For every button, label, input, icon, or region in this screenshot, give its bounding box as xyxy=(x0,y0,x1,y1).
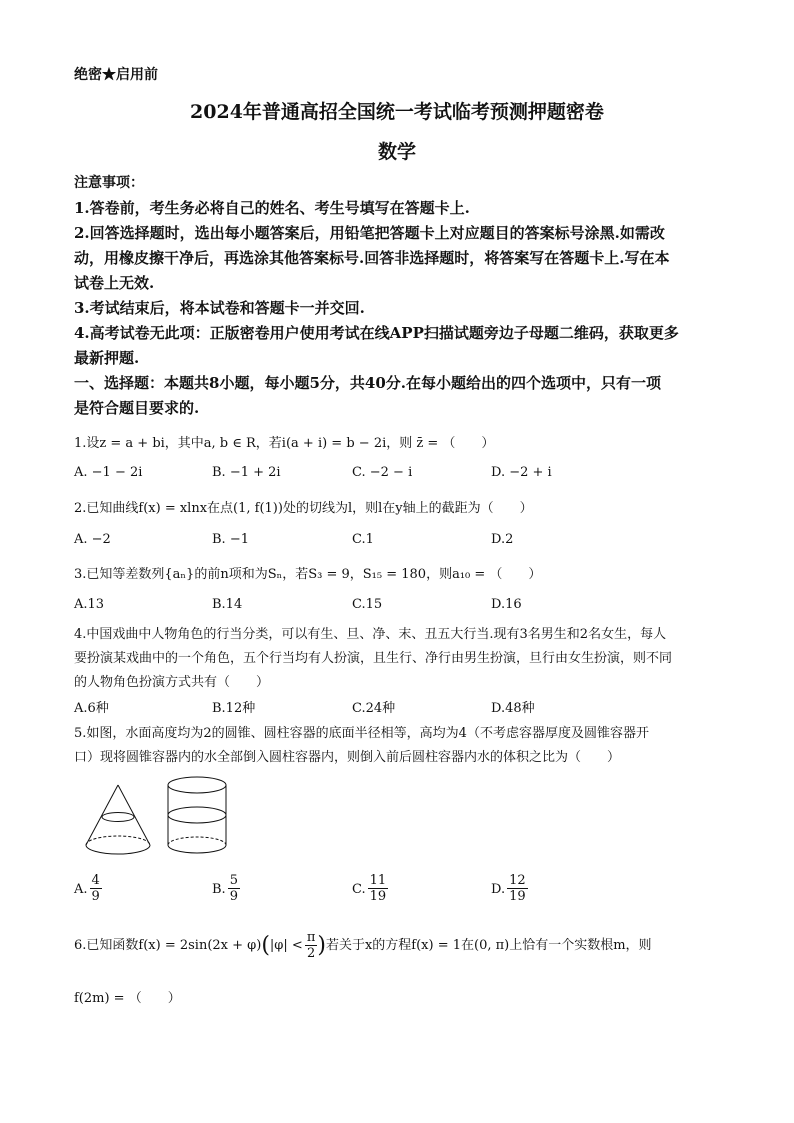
note-4-line-2: 最新押题. xyxy=(74,349,140,367)
question-5-option-b: B. $\frac{5}{9}$ xyxy=(212,873,238,904)
note-4-line-1: 4.高考试卷无此项：正版密卷用户使用考试在线APP扫描试题旁边子母题二维码，获取更多 xyxy=(74,324,679,342)
question-1-stem: 1.设z = a + bi，其中a, b ∈ R，若i(a + i) = b − 2i，则 z̄ = （ ） xyxy=(74,436,495,451)
question-1-option-a: A. −1 − 2i xyxy=(74,465,143,480)
question-2-option-d: D.2 xyxy=(491,532,514,547)
question-3-stem: 3.已知等差数列{aₙ}的前n项和为Sₙ，若S₃ = 9，S₁₅ = 180，则a₁₀ = （ ） xyxy=(74,567,542,582)
exam-title: 2024年普通高招全国统一考试临考预测押题密卷 xyxy=(190,101,604,123)
question-4-option-c: C.24种 xyxy=(352,701,396,716)
question-4-option-d: D.48种 xyxy=(491,701,535,716)
question-1-option-d: D. −2 + i xyxy=(491,465,552,480)
question-3-option-a: A.13 xyxy=(74,597,105,612)
cone-figure xyxy=(86,785,150,854)
section-1-line-2: 是符合题目要求的. xyxy=(74,399,200,417)
question-3-option-d: D.16 xyxy=(491,597,522,612)
question-6-condition: |φ| < xyxy=(269,938,303,953)
note-2-line-1: 2.回答选择题时，选出每小题答案后，用铅笔把答题卡上对应题目的答案标号涂黑.如需改 xyxy=(74,224,665,242)
question-2-option-a: A. −2 xyxy=(74,532,111,547)
question-5-option-d: D. $\frac{12}{19}$ xyxy=(491,873,526,904)
notes-heading: 注意事项： xyxy=(74,175,144,191)
question-3-option-b: B.14 xyxy=(212,597,243,612)
question-4-line-1: 4.中国戏曲中人物角色的行当分类，可以有生、旦、净、末、丑五大行当.现有3名男生和2名女生，每人 xyxy=(74,627,667,642)
question-1-option-c: C. −2 − i xyxy=(352,465,413,480)
question-4-option-b: B.12种 xyxy=(212,701,256,716)
question-1-option-b: B. −1 + 2i xyxy=(212,465,281,480)
question-5-line-1: 5.如图，水面高度均为2的圆锥、圆柱容器的底面半径相等，高均为4（不考虑容器厚度及圆锥容器开 xyxy=(74,726,649,741)
question-2-stem: 2.已知曲线f(x) = xlnx在点(1, f(1))处的切线为l，则l在y轴上的截距为（ ） xyxy=(74,501,533,516)
question-6-line-2: f(2m) = （ ） xyxy=(74,991,181,1006)
question-6-line-1: 6.已知函数f(x) = 2sin(2x + φ)(|φ| < $\frac{\pi}{2}$ )若关于x的方程f(x) = 1在(0, π)上恰有一个实数根m，则 xyxy=(74,930,652,961)
subject-title: 数学 xyxy=(377,141,416,163)
cone-cylinder-figure xyxy=(80,775,240,865)
question-4-line-3: 的人物角色扮演方式共有（ ） xyxy=(74,675,270,690)
note-1: 1.答卷前，考生务必将自己的姓名、考生号填写在答题卡上. xyxy=(74,199,470,217)
question-2-option-c: C.1 xyxy=(352,532,374,547)
question-3-option-c: C.15 xyxy=(352,597,383,612)
note-2-line-3: 试卷上无效. xyxy=(74,274,155,292)
question-5-option-c: C. $\frac{11}{19}$ xyxy=(352,873,387,904)
question-5-line-2: 口）现将圆锥容器内的水全部倒入圆柱容器内，则倒入前后圆柱容器内水的体积之比为（ ） xyxy=(74,750,621,765)
secret-label: 绝密★启用前 xyxy=(74,67,158,83)
question-4-line-2: 要扮演某戏曲中的一个角色，五个行当均有人扮演，且生行、净行由男生扮演，旦行由女生扮演，则不同 xyxy=(74,651,673,666)
note-3: 3.考试结束后，将本试卷和答题卡一并交回. xyxy=(74,299,365,317)
question-5-option-a: A. $\frac{4}{9}$ xyxy=(74,873,100,904)
question-2-option-b: B. −1 xyxy=(212,532,249,547)
cylinder-figure xyxy=(168,777,226,853)
question-6-rest: 若关于x的方程f(x) = 1在(0, π)上恰有一个实数根m，则 xyxy=(325,938,652,953)
section-1-line-1: 一、选择题：本题共8小题，每小题5分，共40分.在每小题给出的四个选项中，只有一项 xyxy=(74,374,661,392)
question-6-func: 6.已知函数f(x) = 2sin(2x + φ) xyxy=(74,938,262,953)
note-2-line-2: 动，用橡皮擦干净后，再选涂其他答案标号.回答非选择题时，将答案写在答题卡上.写在本 xyxy=(74,249,670,267)
question-4-option-a: A.6种 xyxy=(74,701,109,716)
